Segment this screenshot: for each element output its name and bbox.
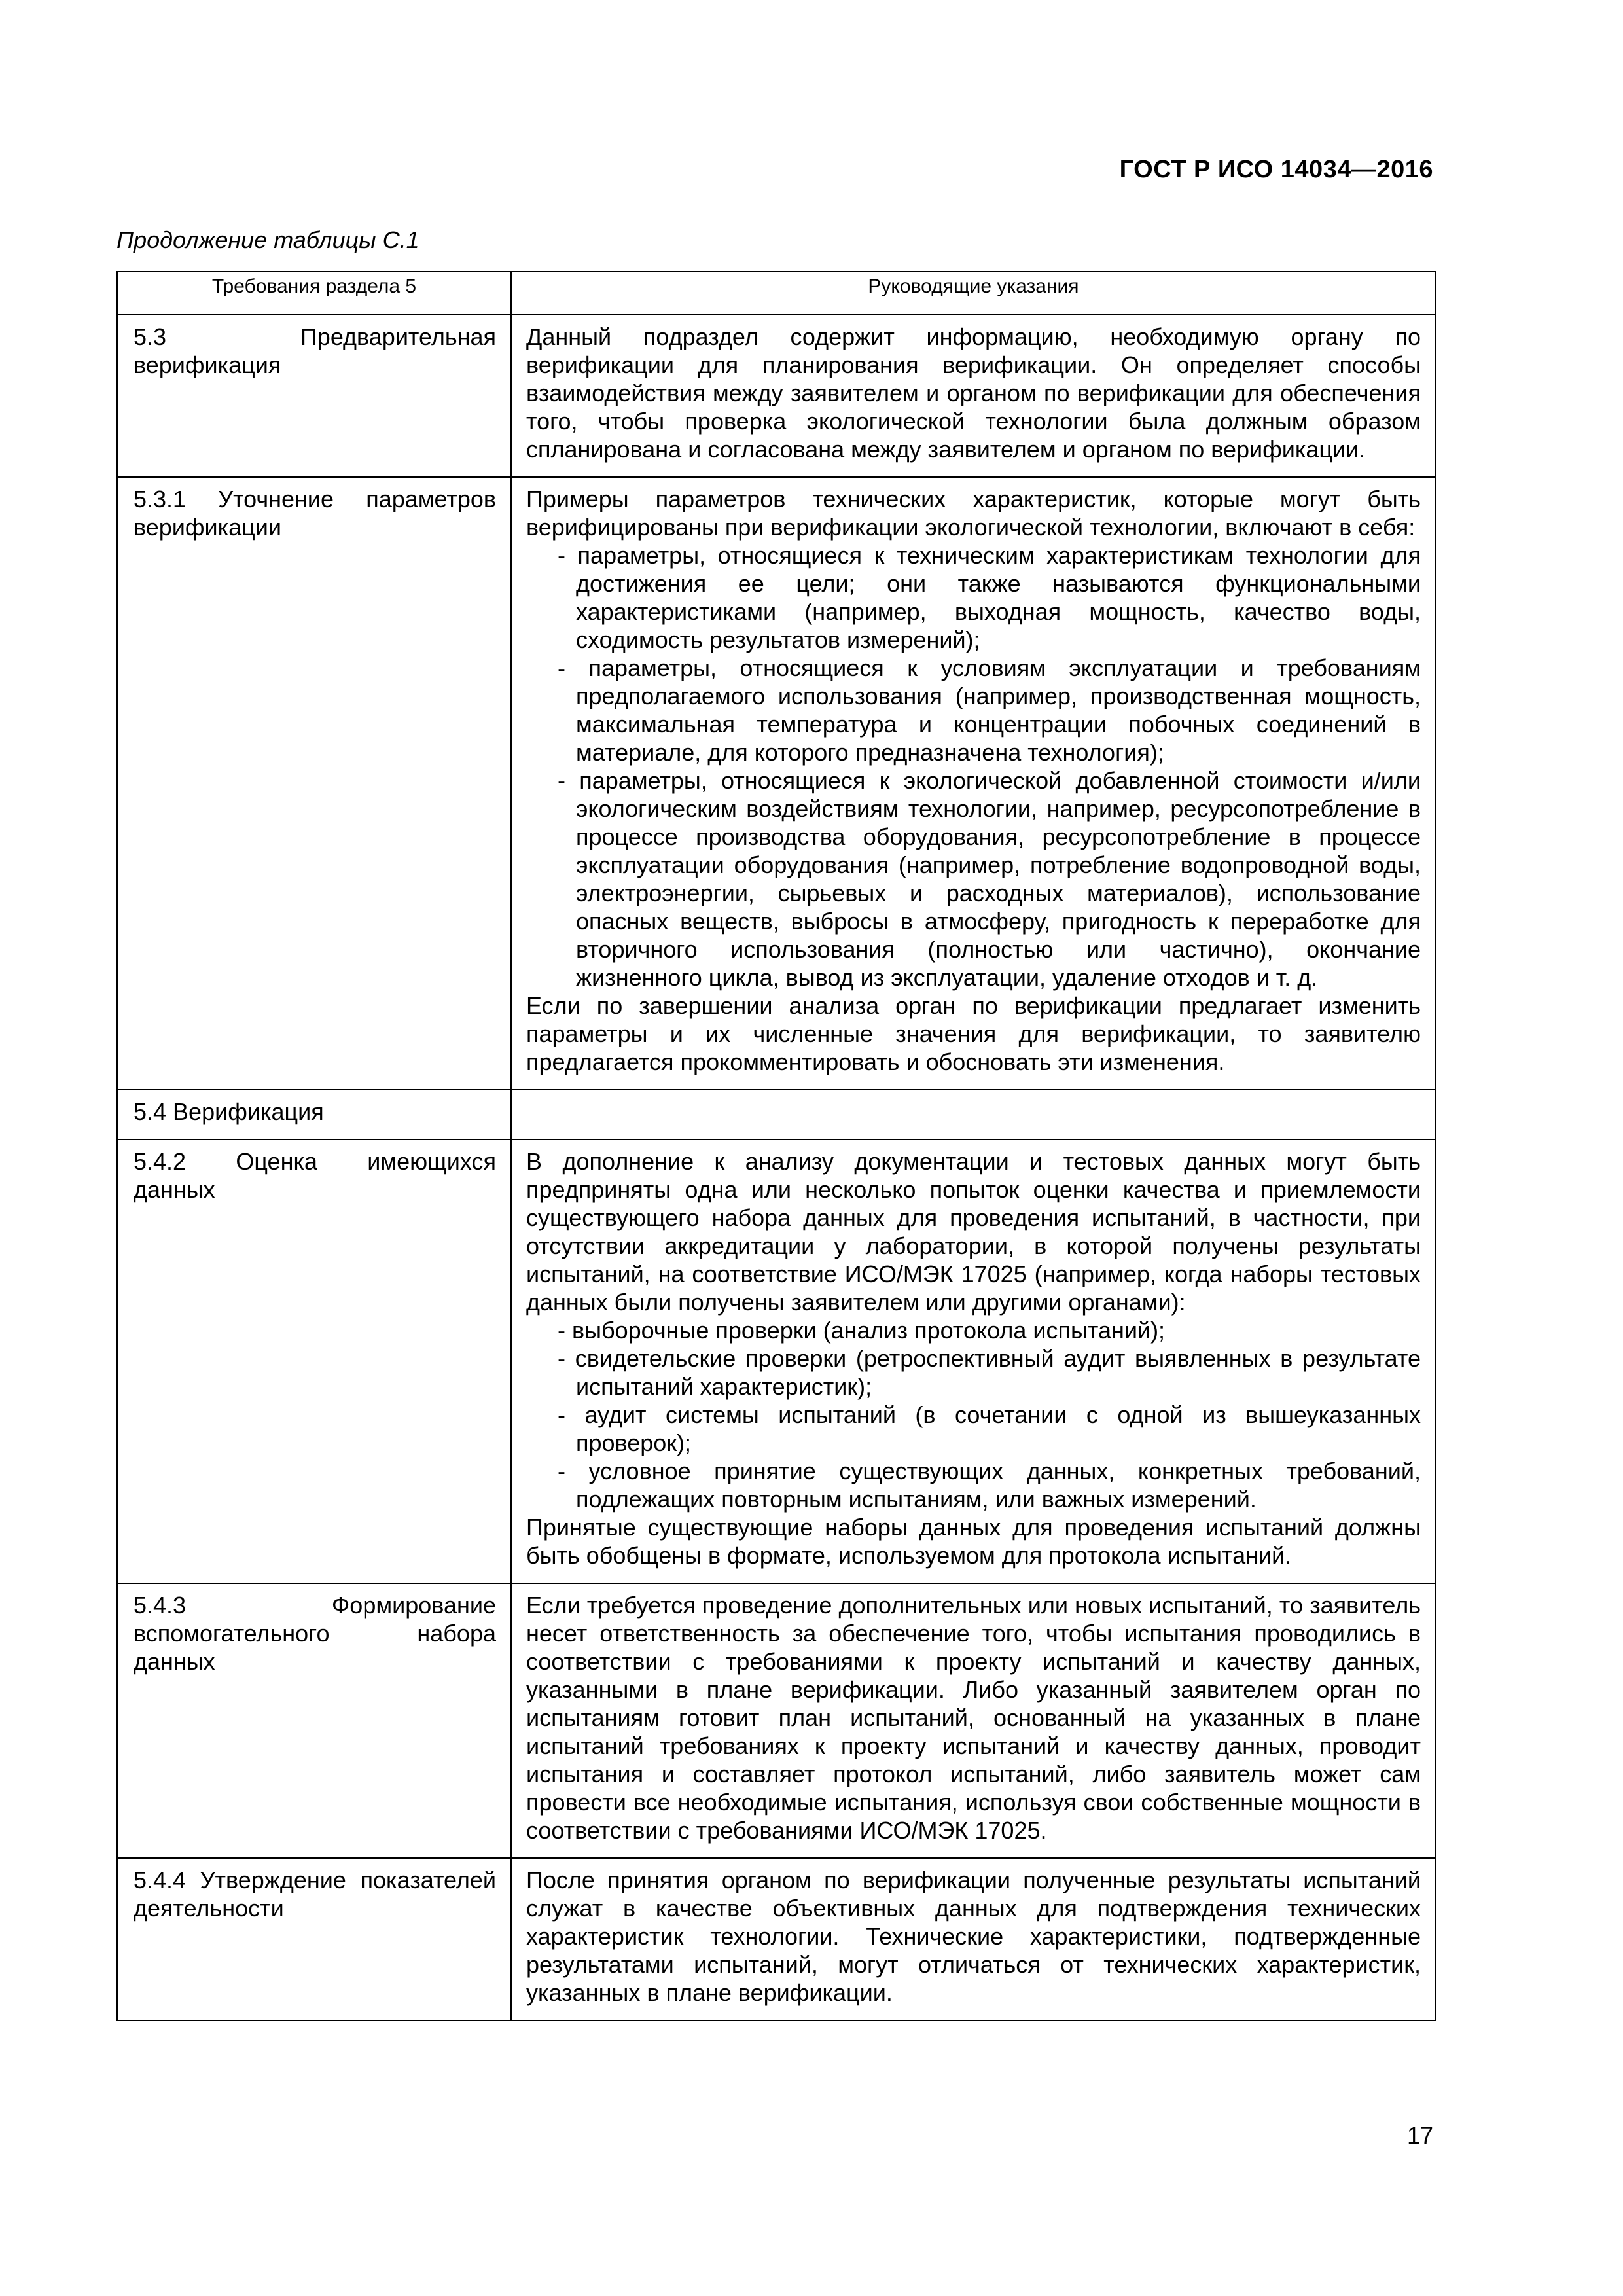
- table-row: [117, 477, 1436, 1090]
- requirement-cell: [117, 1139, 511, 1583]
- guidance-paragraph: После принятия органом по верификации полученные результаты испытаний служат в качестве объективных данных для подтверждения технических характеристик технологии. Технические характеристики, подтвержденные результатами испытаний, могут отличаться от технических характеристик, указанных в плане верификации.: [526, 1867, 1421, 2006]
- guidance-cell: [511, 1583, 1436, 1858]
- guidance-paragraph: В дополнение к анализу документации и тестовых данных могут быть предприняты одна или несколько попыток оценки качества и приемлемости существующего набора данных для проведения испытаний, в частности, при отсутствии аккредитации у лаборатории, в которой получены результаты испытаний, на соответствие ИСО/МЭК 17025 (например, когда наборы тестовых данных были получены заявителем или другими органами):: [526, 1148, 1421, 1316]
- requirement-cell: [117, 1090, 511, 1139]
- requirement-text: 5.3 Предварительная верификация: [134, 323, 496, 378]
- table-row: [117, 1139, 1436, 1583]
- guidance-paragraph: Если по завершении анализа орган по верификации предлагает изменить параметры и их численные значения для верификации, то заявителю предлагается прокомментировать и обосновать эти изменения.: [526, 992, 1421, 1075]
- requirement-text: 5.4.3 Формирование вспомогательного набора данных: [134, 1592, 496, 1675]
- requirement-cell: [117, 1858, 511, 2020]
- page-number: 17: [1406, 2122, 1433, 2149]
- table-row: [117, 1090, 1436, 1139]
- column-header-guidance: Руководящие указания: [511, 272, 1436, 315]
- table-caption: Продолжение таблицы С.1: [116, 226, 419, 253]
- requirements-table: [116, 271, 1436, 2021]
- guidance-list-item: - свидетельские проверки (ретроспективный аудит выявленных в результате испытаний характеристик);: [558, 1345, 1421, 1400]
- requirement-cell: [117, 477, 511, 1090]
- guidance-paragraph: Принятые существующие наборы данных для проведения испытаний должны быть обобщены в формате, используемом для протокола испытаний.: [526, 1514, 1421, 1569]
- document-id: ГОСТ Р ИСО 14034—2016: [1119, 156, 1433, 183]
- guidance-list-item: - выборочные проверки (анализ протокола испытаний);: [558, 1317, 1166, 1344]
- guidance-list-item: - параметры, относящиеся к экологической добавленной стоимости и/или экологическим воздействиям технологии, например, ресурсопотребление в процессе производства оборудования, ресурсопотребление в процессе эксплуатации оборудования (например, потребление водопроводной воды, электроэнергии, сырьевых и расходных материалов), использование опасных веществ, выбросы в атмосферу, пригодность к переработке для вторичного использования (полностью или частично), окончание жизненного цикла, вывод из эксплуатации, удаление отходов и т. д.: [558, 767, 1421, 991]
- guidance-cell: [511, 1858, 1436, 2020]
- requirement-cell: [117, 315, 511, 477]
- column-header-requirements: Требования раздела 5: [117, 272, 511, 315]
- requirement-text: 5.4.4 Утверждение показателей деятельности: [134, 1867, 496, 1922]
- guidance-list-item: - условное принятие существующих данных, конкретных требований, подлежащих повторным испытаниям, или важных измерений.: [558, 1458, 1421, 1513]
- table-body: [117, 315, 1436, 2020]
- guidance-paragraph: Данный подраздел содержит информацию, необходимую органу по верификации для планирования верификации. Он определяет способы взаимодействия между заявителем и органом по верификации для обеспечения того, чтобы проверка экологической технологии была должным образом спланирована и согласована между заявителем и органом по верификации.: [526, 323, 1421, 463]
- guidance-paragraph: Если требуется проведение дополнительных или новых испытаний, то заявитель несет ответственность за обеспечение того, чтобы испытания проводились в соответствии с требованиями к проекту испытаний и качеству данных, указанными в плане верификации. Либо указанный заявителем орган по испытаниям готовит план испытаний, основанный на указанных в плане испытаний требованиях к проекту испытаний и качеству данных, проводит испытания и составляет протокол испытаний, либо заявитель может сам провести все необходимые испытания, используя свои собственные мощности в соответствии с требованиями ИСО/МЭК 17025.: [526, 1592, 1421, 1844]
- requirement-text: 5.3.1 Уточнение параметров верификации: [134, 486, 496, 541]
- guidance-cell: [511, 315, 1436, 477]
- requirement-cell: [117, 1583, 511, 1858]
- guidance-list-item: - параметры, относящиеся к условиям эксплуатации и требованиям предполагаемого использования (например, производственная мощность, максимальная температура и концентрации побочных соединений в материале, для которого предназначена технология);: [558, 655, 1421, 766]
- guidance-paragraph: Примеры параметров технических характеристик, которые могут быть верифицированы при верификации экологической технологии, включают в себя:: [526, 486, 1421, 541]
- guidance-cell: [511, 1090, 1436, 1139]
- table-row: [117, 1858, 1436, 2020]
- table-row: [117, 1583, 1436, 1858]
- guidance-list-item: - аудит системы испытаний (в сочетании с одной из вышеуказанных проверок);: [558, 1401, 1421, 1456]
- requirement-text: 5.4 Верификация: [134, 1098, 324, 1125]
- guidance-list-item: - параметры, относящиеся к техническим характеристикам технологии для достижения ее цели; они также называются функциональными характеристиками (например, выходная мощность, качество воды, сходимость результатов измерений);: [558, 542, 1421, 653]
- table-header-row: [117, 272, 1436, 315]
- requirement-text: 5.4.2 Оценка имеющихся данных: [134, 1148, 496, 1203]
- guidance-cell: [511, 1139, 1436, 1583]
- guidance-cell: [511, 477, 1436, 1090]
- table-row: [117, 315, 1436, 477]
